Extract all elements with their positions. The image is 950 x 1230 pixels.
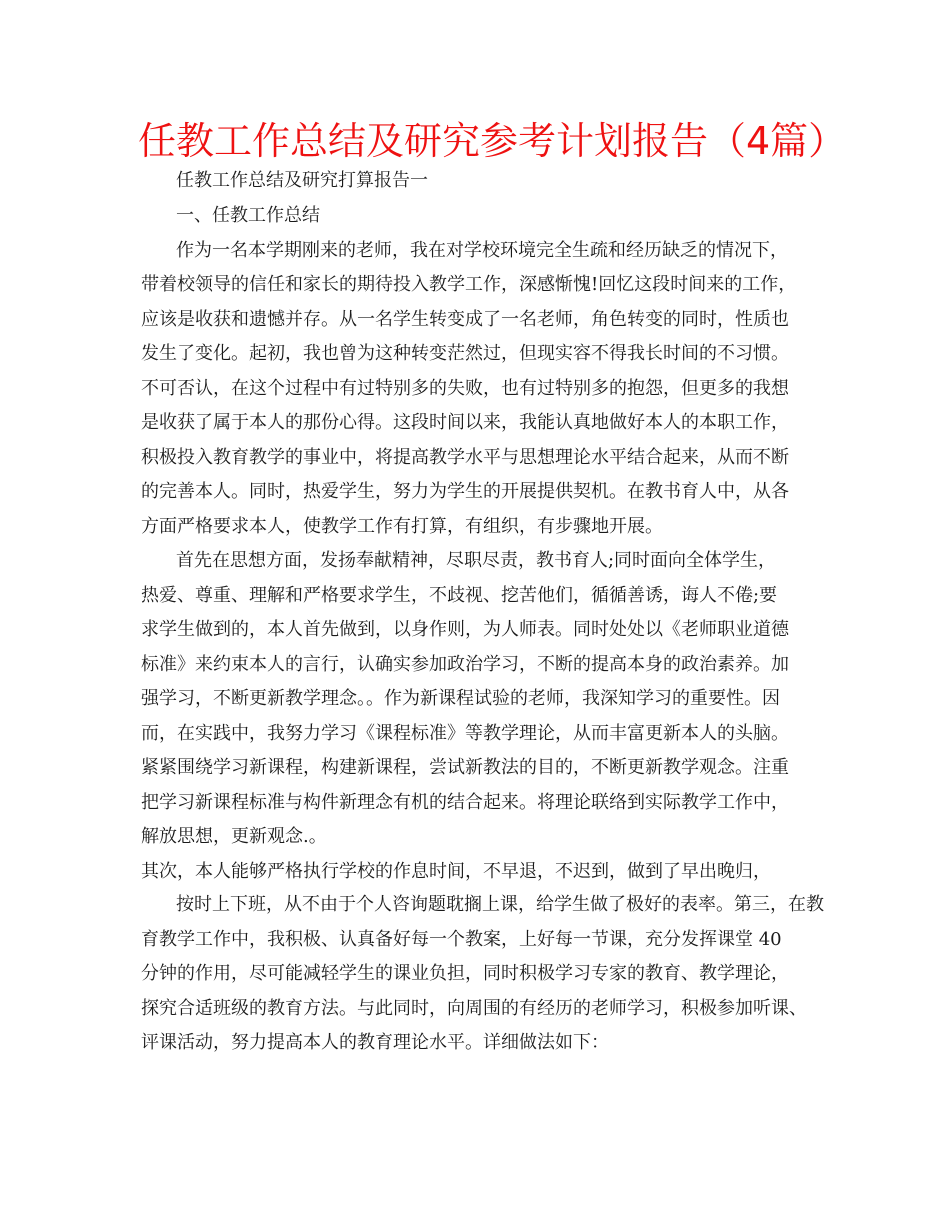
text-line: 把学习新课程标准与构件新理念有机的结合起来。将理论联络到实际教学工作中， — [141, 792, 789, 813]
text-line: 方面严格要求本人，使教学工作有打算，有组织，有步骤地开展。 — [141, 516, 663, 537]
text-line: 积极投入教育教学的事业中，将提高教学水平与思想理论水平结合起来，从而不断 — [141, 447, 789, 468]
text-line: 探究合适班级的教育方法。与此同时，向周围的有经历的老师学习，积极参加听课、 — [141, 998, 807, 1019]
text-line: 解放思想，更新观念.。 — [141, 826, 327, 847]
text-line: 标准》来约束本人的言行，认确实参加政治学习，不断的提高本身的政治素养。加 — [141, 654, 789, 675]
text-line: 求学生做到的，本人首先做到，以身作则，为人师表。同时处处以《老师职业道德 — [141, 619, 789, 640]
text-line: 不可否认，在这个过程中有过特别多的失败，也有过特别多的抱怨，但更多的我想 — [141, 378, 789, 399]
text-line: 评课活动，努力提高本人的教育理论水平。详细做法如下： — [141, 1032, 609, 1053]
text-line: 应该是收获和遗憾并存。从一名学生转变成了一名老师，角色转变的同时，性质也 — [141, 309, 789, 330]
text-line: 热爱、尊重、理解和严格要求学生，不歧视、挖苦他们，循循善诱，诲人不倦;要 — [141, 585, 778, 606]
text-line: 发生了变化。起初，我也曾为这种转变茫然过，但现实容不得我长时间的不习惯。 — [141, 343, 789, 364]
text-line: 的完善本人。同时，热爱学生，努力为学生的开展提供契机。在教书育人中，从各 — [141, 481, 789, 502]
text-line: 作为一名本学期刚来的老师，我在对学校环境完全生疏和经历缺乏的情况下， — [176, 240, 788, 261]
text-line: 而，在实践中，我努力学习《课程标准》等教学理论，从而丰富更新本人的头脑。 — [141, 723, 789, 744]
text-line: 分钟的作用，尽可能减轻学生的课业负担，同时积极学习专家的教育、教学理论， — [141, 963, 789, 984]
text-line: 紧紧围绕学习新课程，构建新课程，尝试新教法的目的，不断更新教学观念。注重 — [141, 757, 789, 778]
section-heading: 一、任教工作总结 — [176, 205, 320, 226]
document-title: 任教工作总结及研究参考计划报告（4篇） — [138, 119, 847, 163]
text-line: 按时上下班，从不由于个人咨询题耽搁上课，给学生做了极好的表率。第三，在教 — [176, 894, 824, 915]
text-line: 其次，本人能够严格执行学校的作息时间，不早退，不迟到，做到了早出晚归， — [141, 861, 771, 882]
text-line: 是收获了属于本人的那份心得。这段时间以来，我能认真地做好本人的本职工作， — [141, 412, 789, 433]
text-line: 首先在思想方面，发扬奉献精神，尽职尽责，教书育人;同时面向全体学生， — [176, 550, 777, 571]
text-line: 育教学工作中，我积极、认真备好每一个教案，上好每一节课，充分发挥课堂 40 — [141, 929, 782, 950]
report-subtitle: 任教工作总结及研究打算报告一 — [176, 170, 428, 191]
text-line: 强学习，不断更新教学理念。。作为新课程试验的老师，我深知学习的重要性。因 — [141, 688, 780, 709]
text-line: 带着校领导的信任和家长的期待投入教学工作，深感惭愧!回忆这段时间来的工作， — [141, 274, 797, 295]
